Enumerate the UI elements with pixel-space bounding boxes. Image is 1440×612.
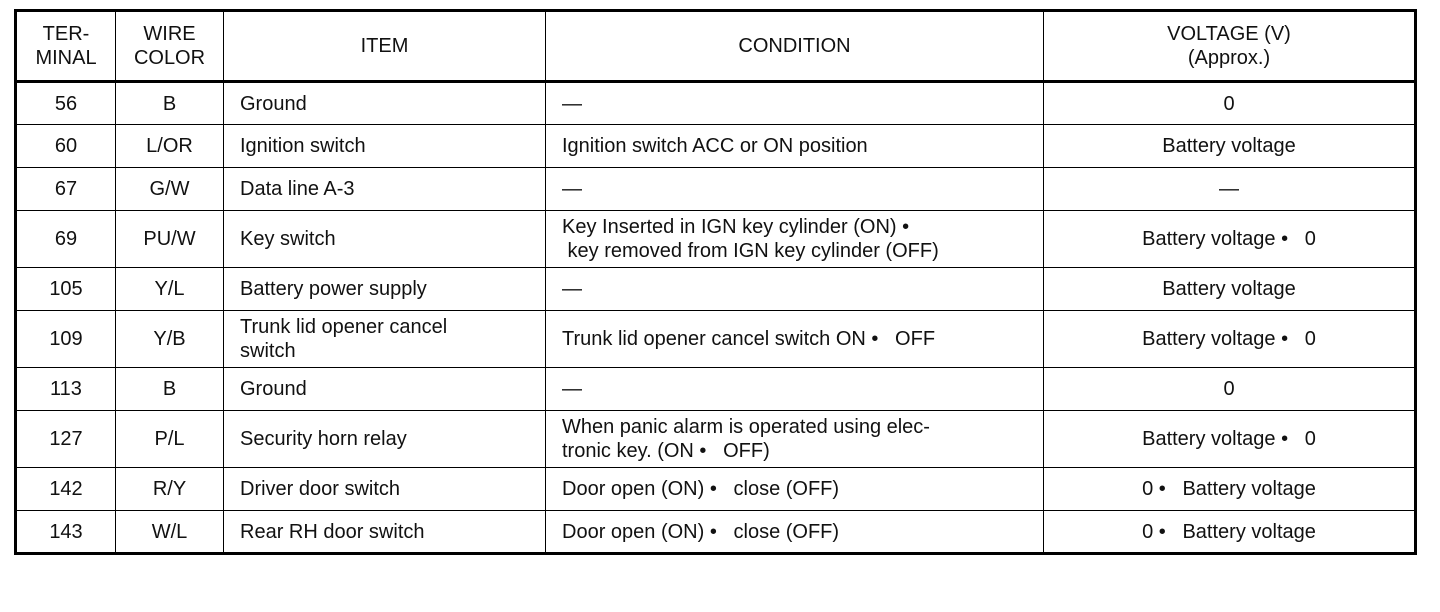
voltage-cell: 0 • Battery voltage [1044, 468, 1416, 511]
header-voltage: VOLTAGE (V) (Approx.) [1044, 11, 1416, 82]
table-row [16, 311, 1416, 368]
terminal-cell: 56 [16, 82, 116, 125]
wire-color-cell: Y/L [116, 268, 224, 311]
wire-color-cell: B [116, 82, 224, 125]
condition-cell: Door open (ON) • close (OFF) [546, 511, 1044, 554]
terminal-table-container [14, 9, 1414, 555]
wire-color-cell: Y/B [116, 311, 224, 368]
voltage-cell: Battery voltage • 0 [1044, 211, 1416, 268]
table-row [16, 511, 1416, 554]
terminal-cell: 69 [16, 211, 116, 268]
wire-color-cell: B [116, 368, 224, 411]
table-row [16, 468, 1416, 511]
wire-color-cell: P/L [116, 411, 224, 468]
condition-cell: Door open (ON) • close (OFF) [546, 468, 1044, 511]
condition-cell: — [546, 368, 1044, 411]
table-row [16, 82, 1416, 125]
condition-cell: When panic alarm is operated using elec- tronic key. (ON • OFF) [546, 411, 1044, 468]
wire-color-cell: R/Y [116, 468, 224, 511]
voltage-cell: 0 [1044, 368, 1416, 411]
condition-cell: — [546, 82, 1044, 125]
table-row [16, 268, 1416, 311]
header-row [16, 11, 1416, 82]
voltage-cell: Battery voltage • 0 [1044, 311, 1416, 368]
voltage-cell: — [1044, 168, 1416, 211]
item-cell: Ground [224, 82, 546, 125]
voltage-cell: 0 [1044, 82, 1416, 125]
terminal-table [14, 9, 1417, 555]
voltage-cell: Battery voltage • 0 [1044, 411, 1416, 468]
terminal-cell: 109 [16, 311, 116, 368]
header-wire-color: WIRE COLOR [116, 11, 224, 82]
item-cell: Trunk lid opener cancel switch [224, 311, 546, 368]
wire-color-cell: PU/W [116, 211, 224, 268]
item-cell: Data line A-3 [224, 168, 546, 211]
header-terminal: TER- MINAL [16, 11, 116, 82]
header-item: ITEM [224, 11, 546, 82]
item-cell: Rear RH door switch [224, 511, 546, 554]
voltage-cell: 0 • Battery voltage [1044, 511, 1416, 554]
condition-cell: Key Inserted in IGN key cylinder (ON) • key removed from IGN key cylinder (OFF) [546, 211, 1044, 268]
terminal-cell: 142 [16, 468, 116, 511]
terminal-cell: 127 [16, 411, 116, 468]
terminal-cell: 60 [16, 125, 116, 168]
terminal-cell: 143 [16, 511, 116, 554]
condition-cell: Trunk lid opener cancel switch ON • OFF [546, 311, 1044, 368]
terminal-cell: 113 [16, 368, 116, 411]
header-condition: CONDITION [546, 11, 1044, 82]
condition-cell: — [546, 168, 1044, 211]
wire-color-cell: L/OR [116, 125, 224, 168]
table-row [16, 168, 1416, 211]
condition-cell: — [546, 268, 1044, 311]
item-cell: Security horn relay [224, 411, 546, 468]
item-cell: Driver door switch [224, 468, 546, 511]
voltage-cell: Battery voltage [1044, 268, 1416, 311]
item-cell: Battery power supply [224, 268, 546, 311]
voltage-cell: Battery voltage [1044, 125, 1416, 168]
condition-cell: Ignition switch ACC or ON position [546, 125, 1044, 168]
item-cell: Ignition switch [224, 125, 546, 168]
table-row [16, 368, 1416, 411]
wire-color-cell: W/L [116, 511, 224, 554]
table-row [16, 211, 1416, 268]
table-row [16, 125, 1416, 168]
terminal-cell: 105 [16, 268, 116, 311]
item-cell: Key switch [224, 211, 546, 268]
wire-color-cell: G/W [116, 168, 224, 211]
item-cell: Ground [224, 368, 546, 411]
table-row [16, 411, 1416, 468]
terminal-cell: 67 [16, 168, 116, 211]
